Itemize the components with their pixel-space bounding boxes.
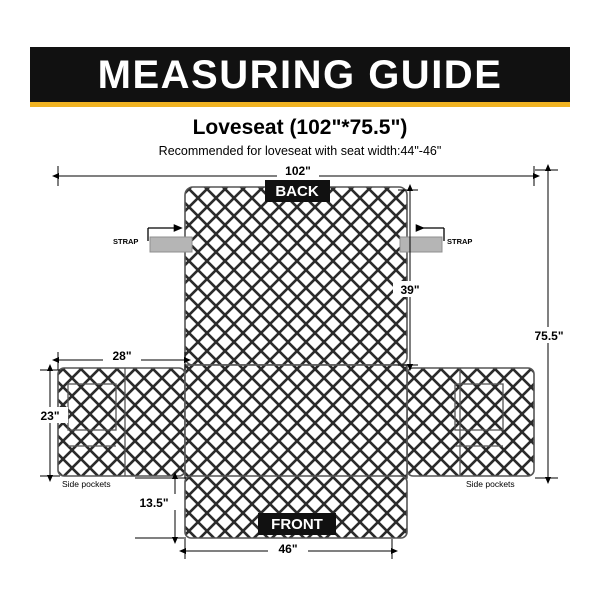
front-tag-label: FRONT (271, 516, 323, 533)
backrest-panel (185, 187, 407, 365)
product-subtitle: Recommended for loveseat with seat width:44"-46" (158, 144, 442, 158)
back-tag-label: BACK (275, 183, 319, 200)
dimension-arm-height-label: 23" (40, 409, 60, 423)
dimension-front-skirt-height (132, 478, 186, 538)
dimension-front-skirt-label: 13.5" (139, 496, 169, 510)
dimension-top-width-label: 102" (285, 164, 311, 178)
side-pockets-label-right: Side pockets (466, 479, 515, 489)
right-strap (400, 237, 442, 252)
page-title: MEASURING GUIDE (97, 52, 503, 97)
dimension-arm-width-label: 28" (112, 349, 132, 363)
dimension-backrest-height-label: 39" (400, 283, 420, 297)
back-tag (265, 180, 330, 202)
strap-label-left: STRAP (113, 237, 139, 246)
dimension-arm-width (58, 347, 185, 370)
left-strap (150, 237, 192, 252)
strap-label-right: STRAP (447, 237, 473, 246)
dimension-total-height-label: 75.5" (534, 329, 564, 343)
seat-panel (185, 365, 407, 478)
dimension-front-width (185, 539, 392, 559)
dimension-front-width-label: 46" (278, 542, 298, 556)
product-title: Loveseat (102"*75.5") (192, 116, 408, 139)
front-tag (258, 513, 336, 535)
side-pockets-label-left: Side pockets (62, 479, 111, 489)
